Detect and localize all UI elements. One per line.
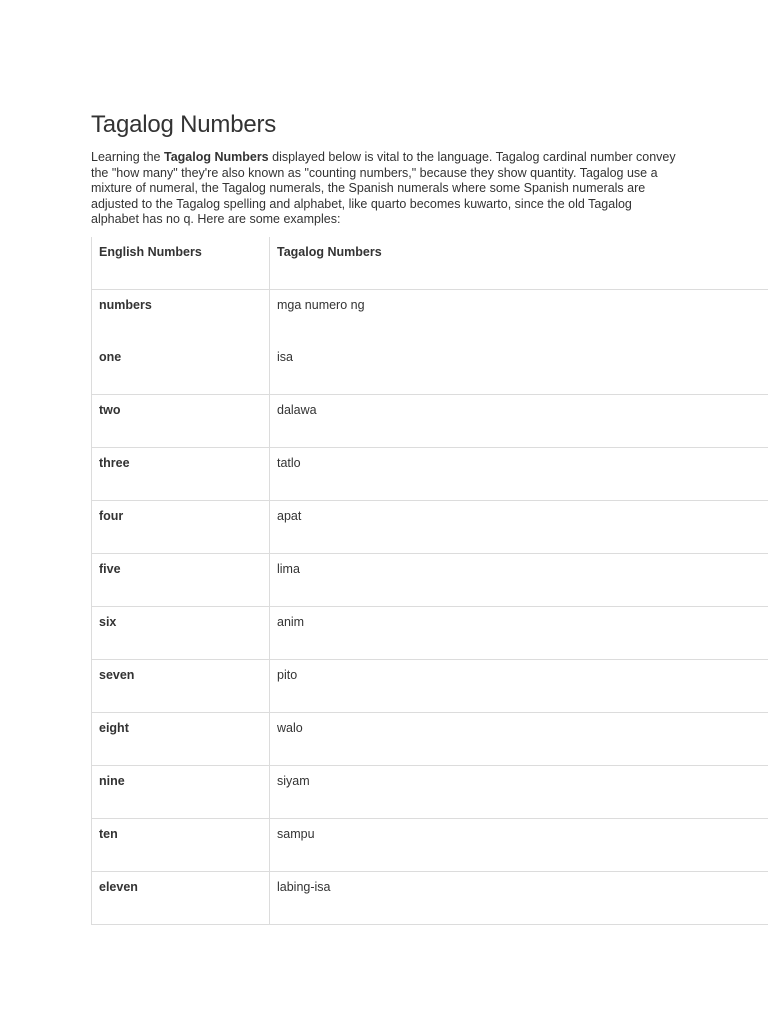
tagalog-cell: lima — [270, 554, 768, 607]
intro-bold-text: Tagalog Numbers — [163, 150, 269, 164]
intro-text-after: displayed below is vital to the language. Tagalog cardinal number convey the "how many" they're also known as "counting numbers," because they show quantity. Tagalog use a mixture of numeral, the Tagalog numerals, the Spanish numerals where some Spanish numerals are adjusted to the Tagalog spelling and alphabet, like quarto becomes kuwarto, since the old Tagalog alphabet has no q. Here are some examples: — [91, 150, 676, 226]
english-cell: six — [92, 607, 270, 660]
tagalog-cell: apat — [270, 501, 768, 554]
tagalog-cell: tatlo — [270, 448, 768, 501]
tagalog-cell: dalawa — [270, 395, 768, 448]
english-cell: one — [92, 342, 270, 395]
table-row — [92, 607, 768, 660]
english-cell: two — [92, 395, 270, 448]
table-row — [92, 872, 768, 925]
table-row — [92, 290, 768, 343]
english-cell: eleven — [92, 872, 270, 925]
tagalog-cell: anim — [270, 607, 768, 660]
tagalog-cell: mga numero ng — [270, 290, 768, 343]
tagalog-cell: isa — [270, 342, 768, 395]
table-row — [92, 660, 768, 713]
table-row — [92, 501, 768, 554]
english-cell: four — [92, 501, 270, 554]
tagalog-cell: labing-isa — [270, 872, 768, 925]
tagalog-cell: siyam — [270, 766, 768, 819]
table-row — [92, 766, 768, 819]
table-row — [92, 342, 768, 395]
numbers-table — [91, 237, 768, 925]
english-cell: nine — [92, 766, 270, 819]
english-cell: ten — [92, 819, 270, 872]
tagalog-cell: sampu — [270, 819, 768, 872]
english-cell: five — [92, 554, 270, 607]
table-row — [92, 819, 768, 872]
english-cell: seven — [92, 660, 270, 713]
table-row — [92, 448, 768, 501]
intro-text-before: Learning the — [91, 150, 164, 164]
page-title: Tagalog Numbers — [91, 111, 277, 138]
intro-paragraph — [91, 150, 681, 228]
article — [91, 111, 768, 894]
english-cell: three — [92, 448, 270, 501]
tagalog-cell: pito — [270, 660, 768, 713]
english-cell: numbers — [92, 290, 270, 343]
tagalog-cell: walo — [270, 713, 768, 766]
header-english-numbers: English Numbers — [92, 237, 270, 290]
header-tagalog-numbers: Tagalog Numbers — [270, 237, 768, 290]
table-row — [92, 554, 768, 607]
table-header-row — [92, 237, 768, 290]
table-row — [92, 395, 768, 448]
english-cell: eight — [92, 713, 270, 766]
table-row — [92, 713, 768, 766]
